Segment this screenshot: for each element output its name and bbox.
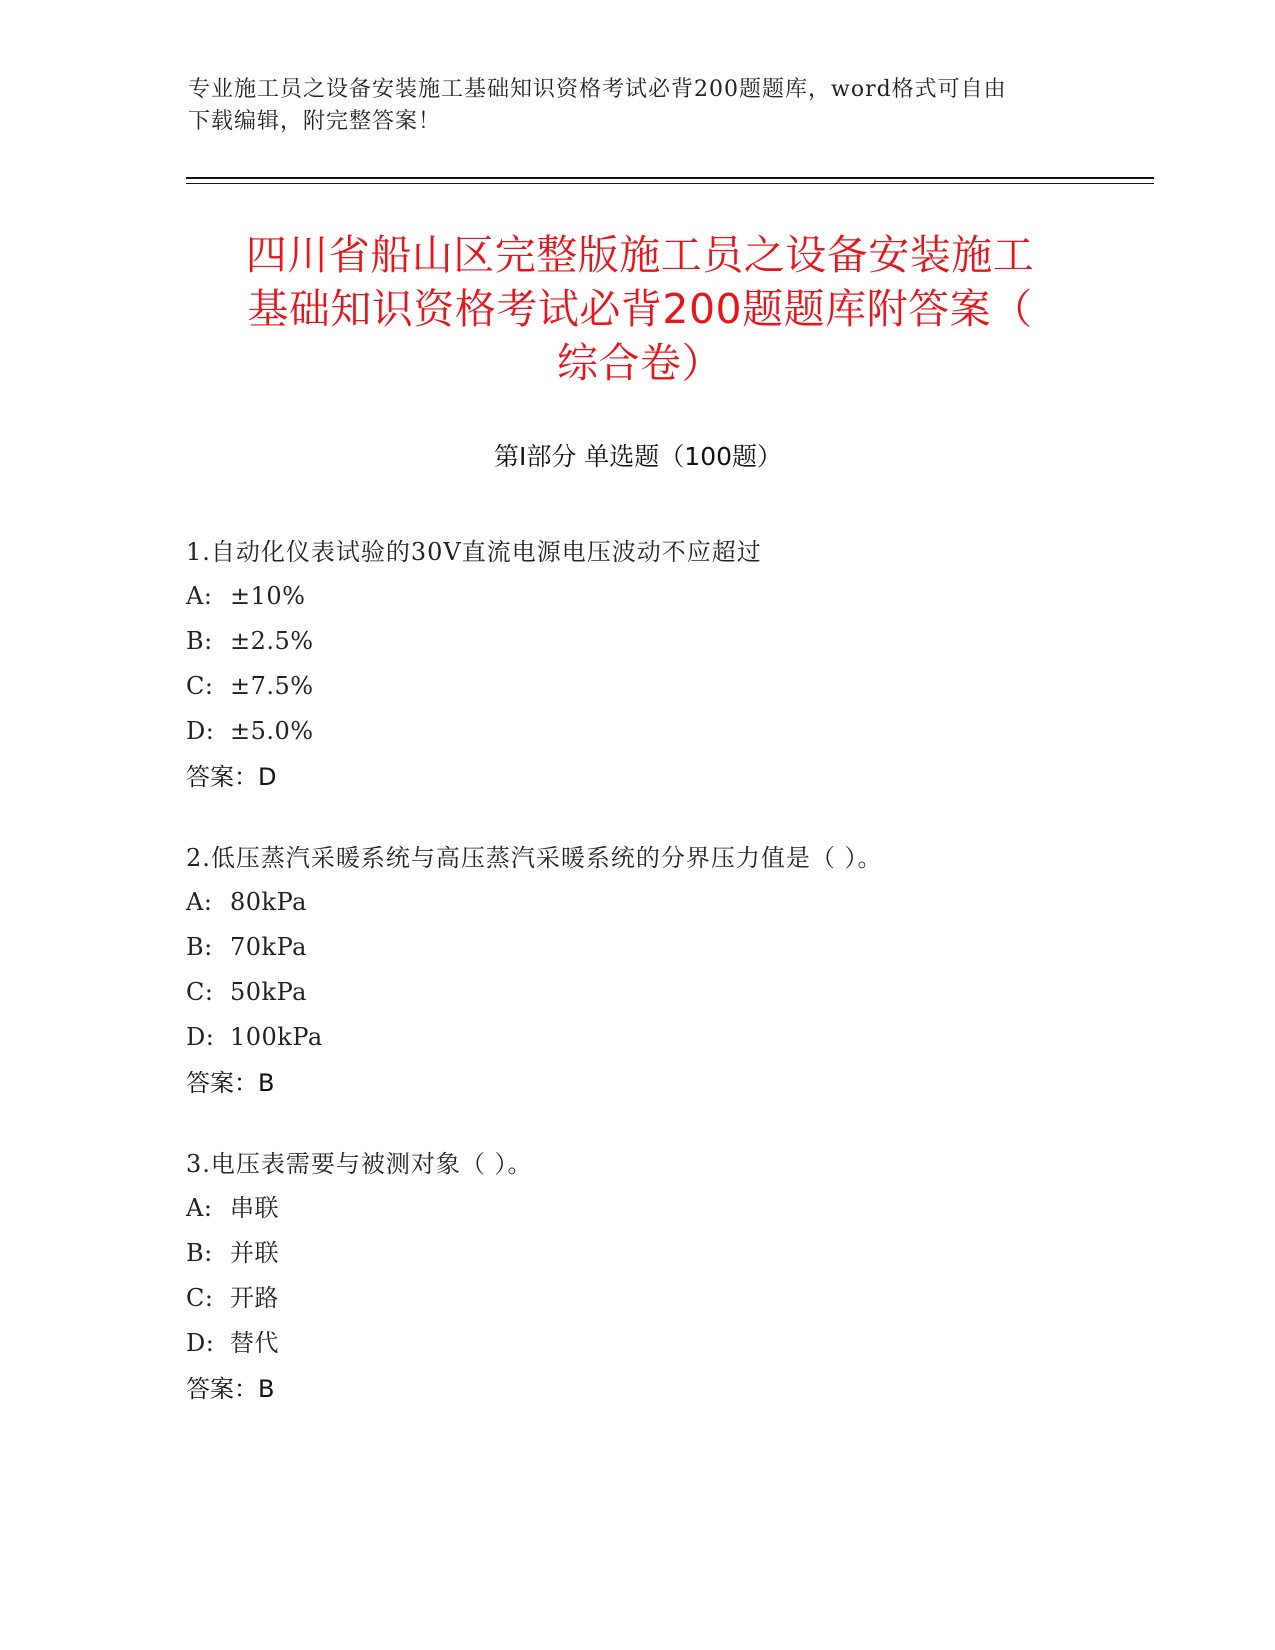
header-divider-thin [186,183,1154,184]
question-stem: 1.自动化仪表试验的30V直流电源电压波动不应超过 [186,538,762,566]
option-letter: D: [186,1023,215,1051]
option-letter: C: [186,1284,214,1312]
question-list [186,530,1146,1448]
option-a [186,880,1146,925]
answer-text: 答案：D [186,763,277,791]
document-title-line-2: 基础知识资格考试必背200题题库附答案（ [247,285,1033,333]
option-letter: D: [186,717,215,745]
option-text: 50kPa [230,978,307,1006]
answer-text: 答案：B [186,1069,275,1097]
option-letter: C: [186,978,214,1006]
section-title: 第Ⅰ部分 单选题（100题） [493,442,783,471]
option-b [186,619,1146,664]
option-letter: B: [186,1239,213,1267]
option-text: ±7.5% [230,672,314,700]
option-b [186,1231,1146,1276]
question-2 [186,836,1146,1106]
option-text: 80kPa [230,888,307,916]
option-c [186,664,1146,709]
option-d [186,1015,1146,1060]
document-title-line-1: 四川省船山区完整版施工员之设备安装施工 [245,231,1035,279]
option-letter: A: [186,582,213,610]
option-letter: A: [186,1194,213,1222]
option-text: 70kPa [230,933,307,961]
option-d [186,709,1146,754]
option-d [186,1321,1146,1366]
option-text: 并联 [230,1239,279,1267]
option-text: 开路 [230,1284,279,1312]
option-text: 串联 [230,1194,279,1222]
question-stem: 2.低压蒸汽采暖系统与高压蒸汽采暖系统的分界压力值是（ ）。 [186,844,883,872]
option-a [186,574,1146,619]
option-text: ±5.0% [230,717,314,745]
option-letter: A: [186,888,213,916]
document-title-line-3: 综合卷） [557,339,723,387]
option-c [186,970,1146,1015]
header-note [188,74,1088,138]
option-text: ±10% [230,582,306,610]
option-letter: B: [186,933,213,961]
option-b [186,925,1146,970]
option-text: 100kPa [230,1023,323,1051]
header-divider-thick [186,177,1154,179]
option-a [186,1186,1146,1231]
option-letter: B: [186,627,213,655]
question-stem: 3.电压表需要与被测对象（ ）。 [186,1150,533,1178]
option-c [186,1276,1146,1321]
header-note-line-2: 下载编辑，附完整答案！ [188,109,442,134]
answer-text: 答案：B [186,1375,275,1403]
question-3 [186,1142,1146,1412]
header-note-line-1: 专业施工员之设备安装施工基础知识资格考试必背200题题库，word格式可自由 [188,77,1007,102]
option-text: ±2.5% [230,627,314,655]
option-text: 替代 [230,1329,279,1357]
option-letter: C: [186,672,214,700]
document-title [190,228,1090,390]
option-letter: D: [186,1329,215,1357]
question-1 [186,530,1146,800]
